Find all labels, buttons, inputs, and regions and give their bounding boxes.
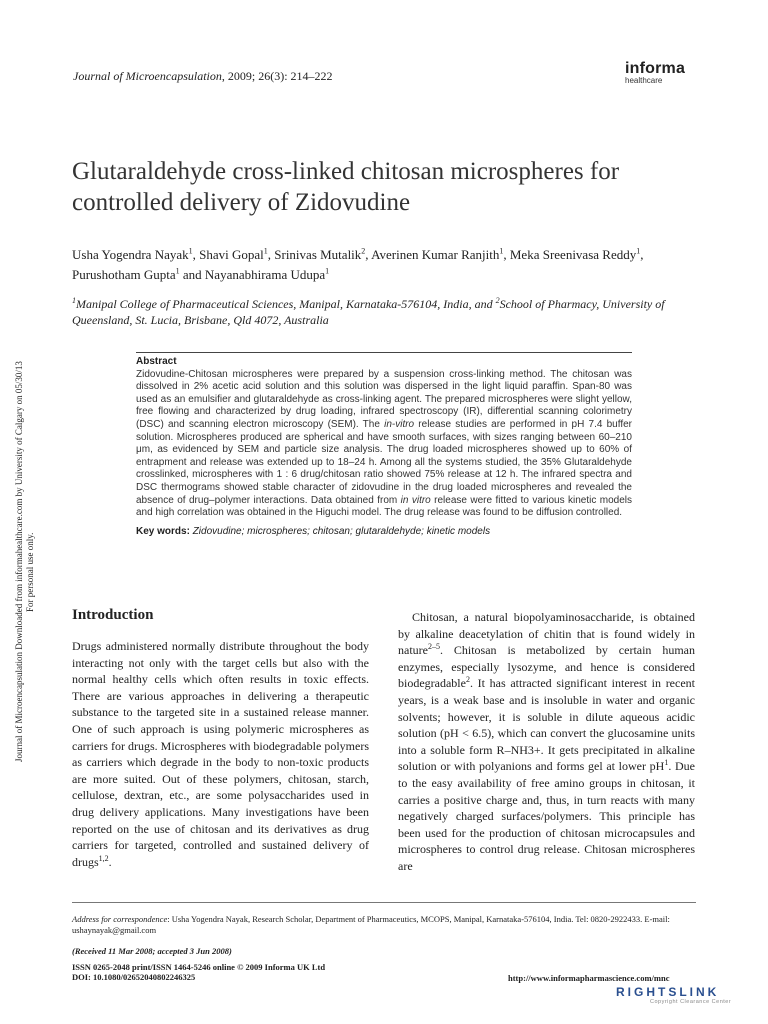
intro-left-column: Drugs administered normally distribute throughout the body interacting not only with the target cells but also with the normal healthy cells which often results in toxic effects. There are various approaches in delivering a therapeutic substance to the targeted site in a sustained release manner. One of such approach is using polymeric microspheres as carriers for drugs. Microspheres with biodegradable polymers as carriers which degrade in the body to non-toxic products are more suited. Out of these polymers, chitosan, starch, cellulose, dextran, etc., are some polysaccharides used in drug delivery applications. Many investigations have been reported on the use of chitosan and its derivatives as drug carriers for targeted, controlled and sustained delivery of drugs$^{1,2}$.	[72, 639, 369, 869]
article-title: Glutaraldehyde cross-linked chitosan microspheres for controlled delivery of Zidovudine	[72, 158, 620, 216]
download-notice-line1: Journal of Microencapsulation Downloaded from informahealthcare.com by University of Calgary on 05/30/13	[14, 361, 24, 762]
logo-main-text: informa	[625, 60, 686, 77]
keywords-label: Key words:	[136, 525, 190, 537]
author-separator: ,	[503, 247, 510, 262]
author-name: Averinen Kumar Ranjith	[371, 247, 500, 262]
footer-divider	[72, 902, 696, 903]
doi-line: DOI: 10.1080/02652040802246325	[72, 972, 196, 982]
journal-name: Journal of Microencapsulation	[73, 69, 222, 83]
rightslink-subtext: Copyright Clearance Center	[650, 999, 732, 1005]
author-affil-mark: 1	[263, 246, 268, 256]
issn-doi	[72, 962, 325, 982]
author-name: Meka Sreenivasa Reddy	[509, 247, 637, 262]
introduction-heading: Introduction	[72, 607, 154, 623]
affiliation-1: Manipal College of Pharmaceutical Sciences, Manipal, Karnataka-576104, India, and	[76, 297, 496, 311]
intro-right-column: Chitosan, a natural biopolyaminosaccharide, is obtained by alkaline deacetylation of chitin that is found widely in nature$^{2-5}$. Chitosan is metabolized by certain human enzymes, especially lysozyme, and hence is considered biodegradable$^2$. It has attracted significant interest in recent years, is a weak base and is insoluble in water and organic solvents; however, it is soluble in dilute aqueous acidic solution (pH < 6.5), which can convert the glucosamine units into a soluble form R–NH3+. It gets precipitated in alkaline solution or with polyanions and forms gel at lower $pH^1$. Due to the easy availability of free amino groups in chitosan, it carries a positive charge and, thus, in turn reacts with many negatively charged surfaces/polymers. This principle has been used for the production of chitosan microcapsules and microspheres to control drug release. Chitosan microspheres are	[398, 610, 696, 873]
author-separator: ,	[192, 247, 200, 262]
journal-ref: , 2009; 26(3): 214–222	[221, 69, 333, 83]
abstract-heading: Abstract	[136, 356, 177, 367]
logo-sub-text: healthcare	[625, 76, 663, 85]
affil-mark-2: 2	[495, 296, 500, 305]
abstract-section	[136, 352, 632, 538]
download-notice-line2: For personal use only.	[25, 532, 35, 612]
author-affil-mark: 2	[361, 246, 366, 256]
affil-mark-1: 1	[72, 296, 76, 305]
journal-citation	[73, 69, 333, 84]
author-separator: ,	[640, 247, 644, 262]
author-name: Srinivas Mutalik	[274, 247, 362, 262]
author-name: Purushotham Gupta	[72, 267, 176, 282]
author-name: Nayanabhirama Udupa	[204, 267, 326, 282]
author-affil-mark: 1	[499, 246, 504, 256]
author-affil-mark: 1	[636, 246, 641, 256]
keywords-list: Zidovudine; microspheres; chitosan; glutaraldehyde; kinetic models	[192, 525, 491, 537]
author-affil-mark: 1	[325, 266, 330, 276]
author-separator: and	[179, 267, 205, 282]
keywords-row	[136, 526, 632, 539]
author-separator: ,	[267, 247, 275, 262]
author-separator: ,	[365, 247, 372, 262]
received-dates: (Received 11 Mar 2008; accepted 3 Jun 2008)	[72, 946, 232, 956]
issn-line: ISSN 0265-2048 print/ISSN 1464-5246 online © 2009 Informa UK Ltd	[72, 962, 326, 972]
author-list	[72, 245, 692, 285]
rightslink-logo[interactable]: RIGHTSLINK	[616, 985, 720, 999]
affiliations	[72, 296, 692, 328]
abstract-text: Zidovudine-Chitosan microspheres were prepared by a suspension cross-linking method. The chitosan was dissolved in 2% acetic acid solution and this solution was dispersed in the light liquid paraffin. Span-80 was used as an emulsifier and glutaraldehyde as cross-linking agent. The prepared microspheres were slight yellow, free flowing and characterized by drug loading, infrared spectroscopy (IR), differential scanning colorimetry (DSC) and scanning electron microscopy (SEM). The in-vitro release studies are performed in pH 7.4 buffer solution. Microspheres produced are spherical and have smooth surfaces, with sizes ranging between 60–210 μm, as evidenced by SEM and particle size analysis. The drug loaded microspheres showed up to 60% of entrapment and release was extended up to 18–24 h. Among all the systems studied, the 35% Glutaraldehyde crosslinked, microspheres with 1 : 6 drug/chitosan ratio showed 75% release at 12 h. The infrared spectra and DSC thermograms showed stable character of zidovudine in the drug loaded microspheres and revealed the absence of drug–polymer interactions. Data obtained from in vitro release were fitted to various kinetic models and high correlation was obtained in the Higuchi model. The drug release was found to be diffusion controlled.	[136, 368, 632, 519]
publisher-logo	[625, 60, 685, 85]
download-notice	[14, 282, 35, 762]
author-affil-mark: 1	[188, 246, 193, 256]
correspondence-note: Address for correspondence: Usha Yogendra Nayak, Research Scholar, Department of Pharmaceutics, MCOPS, Manipal, Karnataka-576104, India. Tel: 0820-2922433. E-mail: ushaynayak@gmail.com	[72, 914, 670, 935]
author-name: Shavi Gopal	[199, 247, 264, 262]
affiliation-2: School of Pharmacy, University of Queensland, St. Lucia, Brisbane, Qld 4072, Australia	[72, 297, 665, 327]
author-affil-mark: 1	[175, 266, 180, 276]
author-name: Usha Yogendra Nayak	[72, 247, 189, 262]
journal-url[interactable]: http://www.informapharmascience.com/mnc	[508, 973, 670, 983]
